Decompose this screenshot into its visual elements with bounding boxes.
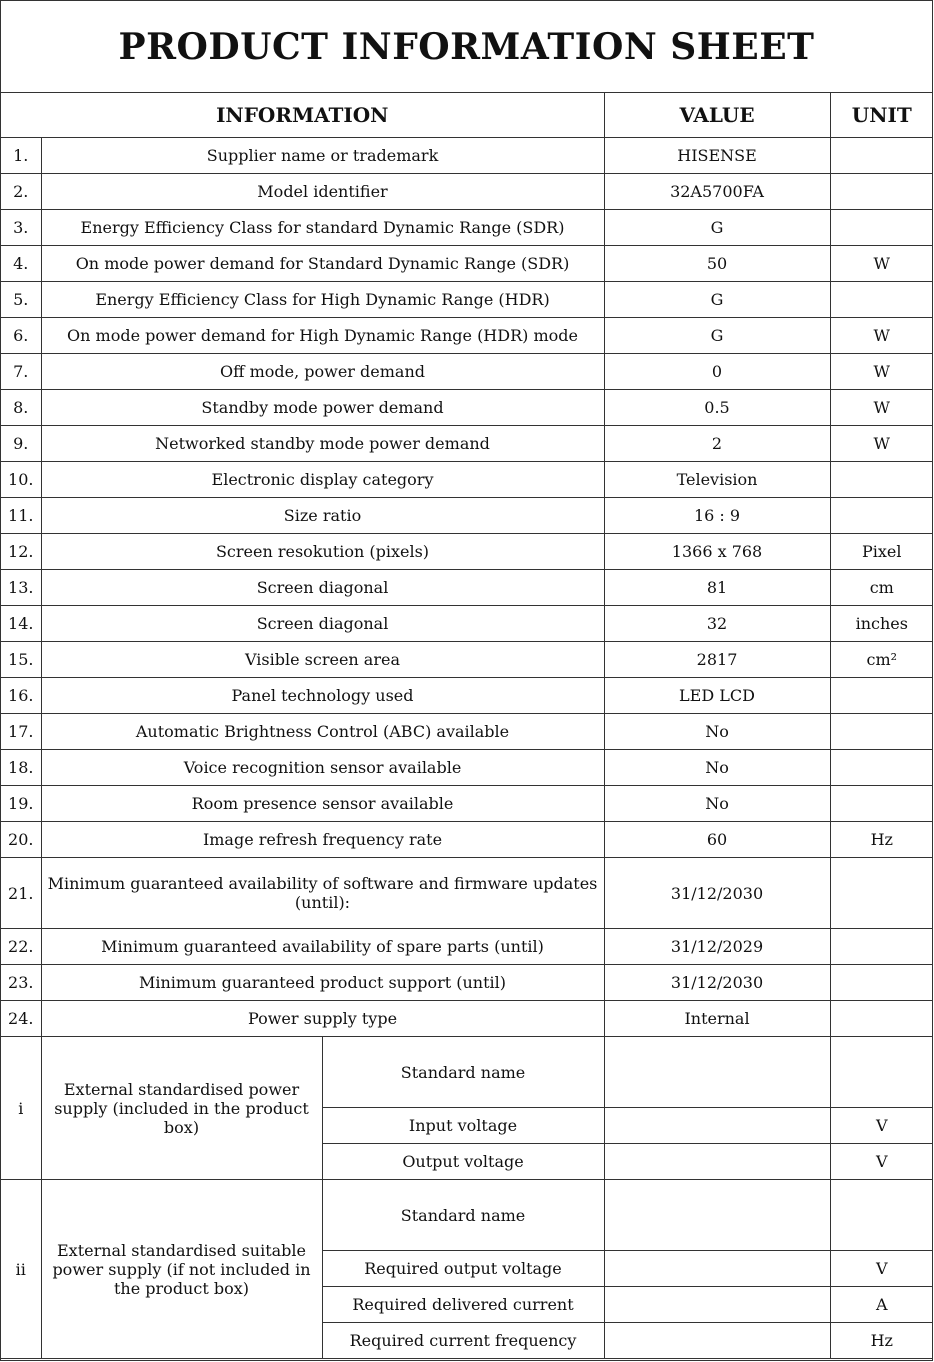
table-row	[1, 642, 933, 678]
header-row	[1, 93, 933, 138]
header-value: VALUE	[604, 93, 830, 138]
row-information: Screen resokution (pixels)	[41, 534, 604, 570]
table-row	[1, 390, 933, 426]
row-number: 24.	[1, 1001, 41, 1037]
row-unit	[830, 210, 933, 246]
row-information: On mode power demand for Standard Dynamic Range (SDR)	[41, 246, 604, 282]
row-information: Energy Efficiency Class for High Dynamic Range (HDR)	[41, 282, 604, 318]
item-value	[604, 1323, 830, 1359]
table-row	[1, 714, 933, 750]
row-value: 81	[604, 570, 830, 606]
table-row	[1, 822, 933, 858]
row-value: 0	[604, 354, 830, 390]
row-number: 7.	[1, 354, 41, 390]
group-number: i	[1, 1037, 41, 1180]
row-number: 21.	[1, 858, 41, 929]
row-information: Screen diagonal	[41, 570, 604, 606]
table-row	[1, 534, 933, 570]
row-information: Room presence sensor available	[41, 786, 604, 822]
row-value: G	[604, 210, 830, 246]
row-value: 1366 x 768	[604, 534, 830, 570]
row-information: Model identifier	[41, 174, 604, 210]
row-number: 11.	[1, 498, 41, 534]
item-name: Standard name	[322, 1180, 604, 1251]
row-value: No	[604, 714, 830, 750]
row-number: 14.	[1, 606, 41, 642]
row-value: G	[604, 318, 830, 354]
row-unit	[830, 786, 933, 822]
table-row	[1, 750, 933, 786]
row-value: 2	[604, 426, 830, 462]
info-table	[1, 93, 933, 1359]
row-value: G	[604, 282, 830, 318]
row-unit	[830, 929, 933, 965]
row-number: 22.	[1, 929, 41, 965]
row-information: Power supply type	[41, 1001, 604, 1037]
row-unit: cm²	[830, 642, 933, 678]
table-row	[1, 174, 933, 210]
row-unit: W	[830, 426, 933, 462]
row-unit: W	[830, 318, 933, 354]
header-unit: UNIT	[830, 93, 933, 138]
row-information: Networked standby mode power demand	[41, 426, 604, 462]
row-unit: Hz	[830, 822, 933, 858]
row-unit	[830, 174, 933, 210]
row-value: 32	[604, 606, 830, 642]
item-name: Input voltage	[322, 1108, 604, 1144]
row-number: 17.	[1, 714, 41, 750]
item-name: Output voltage	[322, 1144, 604, 1180]
row-number: 1.	[1, 138, 41, 174]
row-number: 8.	[1, 390, 41, 426]
row-information: Size ratio	[41, 498, 604, 534]
item-value	[604, 1037, 830, 1108]
row-value: 31/12/2030	[604, 965, 830, 1001]
row-information: Minimum guaranteed availability of spare parts (until)	[41, 929, 604, 965]
row-unit	[830, 678, 933, 714]
table-row	[1, 570, 933, 606]
table-row	[1, 929, 933, 965]
row-unit	[830, 138, 933, 174]
row-value: 32A5700FA	[604, 174, 830, 210]
row-value: 31/12/2030	[604, 858, 830, 929]
row-information: Off mode, power demand	[41, 354, 604, 390]
item-name: Required output voltage	[322, 1251, 604, 1287]
row-unit: W	[830, 354, 933, 390]
row-unit	[830, 462, 933, 498]
item-unit: A	[830, 1287, 933, 1323]
table-row	[1, 606, 933, 642]
row-value: 31/12/2029	[604, 929, 830, 965]
row-information: Voice recognition sensor available	[41, 750, 604, 786]
row-number: 16.	[1, 678, 41, 714]
item-unit	[830, 1180, 933, 1251]
item-unit: Hz	[830, 1323, 933, 1359]
row-value: 2817	[604, 642, 830, 678]
table-row	[1, 1037, 933, 1108]
item-value	[604, 1287, 830, 1323]
item-unit: V	[830, 1108, 933, 1144]
item-value	[604, 1251, 830, 1287]
row-information: Automatic Brightness Control (ABC) available	[41, 714, 604, 750]
row-unit	[830, 282, 933, 318]
table-row	[1, 858, 933, 929]
row-value: 0.5	[604, 390, 830, 426]
row-unit	[830, 1001, 933, 1037]
row-unit: Pixel	[830, 534, 933, 570]
table-row	[1, 965, 933, 1001]
row-number: 23.	[1, 965, 41, 1001]
row-value: Television	[604, 462, 830, 498]
row-information: Energy Efficiency Class for standard Dynamic Range (SDR)	[41, 210, 604, 246]
row-number: 20.	[1, 822, 41, 858]
row-unit	[830, 714, 933, 750]
row-number: 12.	[1, 534, 41, 570]
row-unit: W	[830, 246, 933, 282]
row-number: 6.	[1, 318, 41, 354]
table-row	[1, 1180, 933, 1251]
row-number: 4.	[1, 246, 41, 282]
row-unit: W	[830, 390, 933, 426]
group-label: External standardised suitable power supply (if not included in the product box)	[41, 1180, 322, 1359]
row-information: Supplier name or trademark	[41, 138, 604, 174]
page-title: PRODUCT INFORMATION SHEET	[1, 1, 932, 93]
row-information: Minimum guaranteed availability of software and firmware updates (until):	[41, 858, 604, 929]
row-value: 60	[604, 822, 830, 858]
row-number: 10.	[1, 462, 41, 498]
row-information: Minimum guaranteed product support (until)	[41, 965, 604, 1001]
row-value: Internal	[604, 1001, 830, 1037]
row-unit	[830, 750, 933, 786]
table-row	[1, 282, 933, 318]
row-information: Electronic display category	[41, 462, 604, 498]
row-value: 50	[604, 246, 830, 282]
row-number: 2.	[1, 174, 41, 210]
row-number: 15.	[1, 642, 41, 678]
item-name: Required current frequency	[322, 1323, 604, 1359]
table-row	[1, 462, 933, 498]
row-number: 13.	[1, 570, 41, 606]
row-unit: cm	[830, 570, 933, 606]
row-information: Standby mode power demand	[41, 390, 604, 426]
table-row	[1, 246, 933, 282]
row-value: 16 : 9	[604, 498, 830, 534]
table-row	[1, 1001, 933, 1037]
table-row	[1, 210, 933, 246]
item-unit: V	[830, 1144, 933, 1180]
item-value	[604, 1108, 830, 1144]
row-information: Panel technology used	[41, 678, 604, 714]
row-number: 3.	[1, 210, 41, 246]
table-row	[1, 786, 933, 822]
table-row	[1, 354, 933, 390]
row-information: Visible screen area	[41, 642, 604, 678]
row-number: 18.	[1, 750, 41, 786]
row-number: 19.	[1, 786, 41, 822]
item-unit	[830, 1037, 933, 1108]
row-unit	[830, 858, 933, 929]
row-information: Screen diagonal	[41, 606, 604, 642]
row-information: On mode power demand for High Dynamic Range (HDR) mode	[41, 318, 604, 354]
item-name: Required delivered current	[322, 1287, 604, 1323]
item-unit: V	[830, 1251, 933, 1287]
row-value: HISENSE	[604, 138, 830, 174]
table-row	[1, 318, 933, 354]
row-unit	[830, 965, 933, 1001]
table-row	[1, 498, 933, 534]
item-value	[604, 1144, 830, 1180]
row-value: No	[604, 786, 830, 822]
table-row	[1, 678, 933, 714]
row-value: LED LCD	[604, 678, 830, 714]
row-value: No	[604, 750, 830, 786]
group-number: ii	[1, 1180, 41, 1359]
item-name: Standard name	[322, 1037, 604, 1108]
row-unit	[830, 498, 933, 534]
table-row	[1, 426, 933, 462]
group-label: External standardised power supply (included in the product box)	[41, 1037, 322, 1180]
row-information: Image refresh frequency rate	[41, 822, 604, 858]
row-number: 9.	[1, 426, 41, 462]
table-row	[1, 138, 933, 174]
row-unit: inches	[830, 606, 933, 642]
item-value	[604, 1180, 830, 1251]
row-number: 5.	[1, 282, 41, 318]
header-information: INFORMATION	[1, 93, 604, 138]
